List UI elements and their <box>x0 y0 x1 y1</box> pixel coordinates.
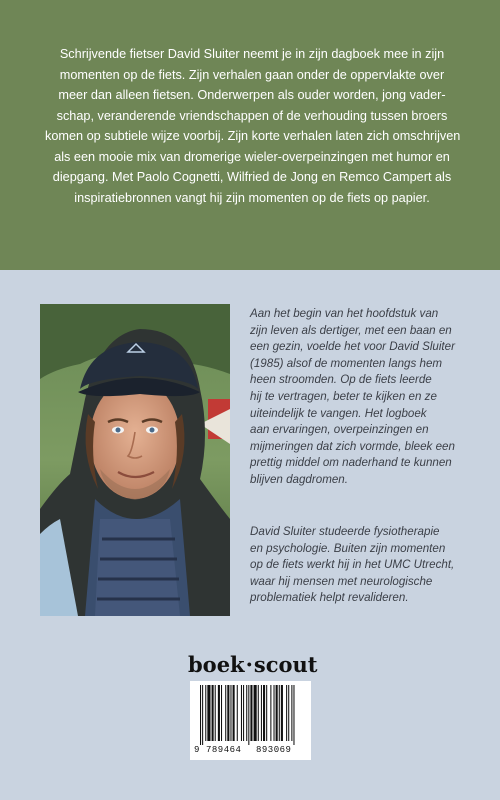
barcode-bar <box>266 685 267 741</box>
blurb-line: diepgang. Met Paolo Cognetti, Wilfried de Jong en Remco Campert als <box>52 170 452 184</box>
isbn-group-1: 789464 <box>206 745 242 755</box>
bio-line: hij te vertragen, beter te kijken en ze <box>250 389 437 403</box>
barcode-bars <box>190 681 311 745</box>
barcode-bar <box>243 685 244 741</box>
author-portrait-illustration <box>40 304 230 616</box>
bio-line: (1985) alsof de momenten langs hem <box>250 356 443 370</box>
barcode-bar <box>221 685 222 741</box>
barcode-bar <box>276 685 278 741</box>
barcode-bar <box>212 685 214 741</box>
publisher-logo-dot: · <box>245 652 253 677</box>
isbn-prefix: 9 <box>194 745 200 755</box>
barcode-bar <box>241 685 242 741</box>
bio-line: problematiek helpt revalideren. <box>250 591 409 605</box>
bio-line: uiteindelijk te vangen. Het logboek <box>250 406 427 420</box>
bio-line: op de fiets werkt hij in het UMC Utrecht, <box>250 558 455 572</box>
barcode-bar <box>205 685 206 741</box>
blurb-line: schap, veranderende vriendschappen of de verhouding tussen broers <box>56 108 448 123</box>
bio-line: prettig middel om naderhand te kunnen <box>250 456 452 470</box>
barcode-bar <box>293 685 294 745</box>
blurb-text <box>45 44 459 208</box>
barcode-bar <box>230 685 231 741</box>
publisher-logo-part2: scout <box>253 652 318 677</box>
barcode-bar <box>248 685 249 745</box>
author-photo <box>40 304 230 616</box>
author-bio-paragraph-1 <box>250 306 485 489</box>
barcode-bar <box>291 685 292 741</box>
author-bio-paragraph-2 <box>250 524 485 607</box>
isbn-barcode <box>190 681 311 760</box>
barcode-bar <box>279 685 280 741</box>
barcode-bar <box>263 685 265 741</box>
barcode-bar <box>254 685 257 741</box>
barcode-bar <box>250 685 252 741</box>
blurb-line: komen op subtiele wijze voorbij. Zijn korte verhalen laten zich omschrijven <box>45 129 461 143</box>
blurb-line: momenten op de fiets. Zijn verhalen gaan onder de oppervlakte over <box>59 67 445 82</box>
blurb-panel <box>0 0 500 270</box>
barcode-bar <box>225 685 226 741</box>
bio-line: mijmeringen dat zich vormde, bleek een <box>250 439 455 453</box>
bio-line: Aan het begin van het hoofdstuk van <box>250 307 439 320</box>
bio-line: en psychologie. Buiten zijn momenten <box>250 541 446 555</box>
blurb-line: Schrijvende fietser David Sluiter neemt je in zijn dagboek mee in zijn <box>59 47 445 61</box>
barcode-bar <box>288 685 289 741</box>
bio-line: aan ervaringen, overpeinzingen en <box>250 423 429 437</box>
barcode-bar <box>270 685 271 741</box>
barcode-bar <box>237 685 238 741</box>
barcode-bar <box>286 685 287 741</box>
blurb-line: meer dan alleen fietsen. Onderwerpen als ouder worden, jong vader- <box>58 88 446 102</box>
barcode-bar <box>218 685 220 741</box>
blurb-line: inspiratiebronnen vangt hij zijn momenten op de fiets op papier. <box>74 190 430 205</box>
bio-line: blijven dagdromen. <box>250 472 348 486</box>
barcode-bar <box>200 685 201 745</box>
bio-line: zijn leven als dertiger, met een baan en <box>250 323 452 337</box>
barcode-bar <box>227 685 229 741</box>
publisher-logo <box>188 651 318 679</box>
barcode-bar <box>215 685 216 741</box>
barcode-bar <box>281 685 283 741</box>
barcode-bar <box>258 685 259 741</box>
isbn-group-2: 893069 <box>256 745 292 755</box>
barcode-bar <box>202 685 203 745</box>
bio-line: heen stroomden. Op de fiets leerde <box>250 373 432 387</box>
bio-line: een gezin, voelde het voor David Sluiter <box>250 340 455 354</box>
blurb-line: als een mooie mix van dromerige wieler-overpeinzingen met humor en <box>54 149 450 164</box>
barcode-bar <box>261 685 262 741</box>
publisher-logo-part1: boek <box>188 652 245 677</box>
barcode-bar <box>246 685 247 741</box>
barcode-bar <box>207 685 210 741</box>
barcode-bar <box>274 685 275 741</box>
barcode-bar <box>233 685 235 741</box>
bio-line: David Sluiter studeerde fysiotherapie <box>250 525 440 538</box>
bio-line: waar hij mensen met neurologische <box>250 574 433 588</box>
